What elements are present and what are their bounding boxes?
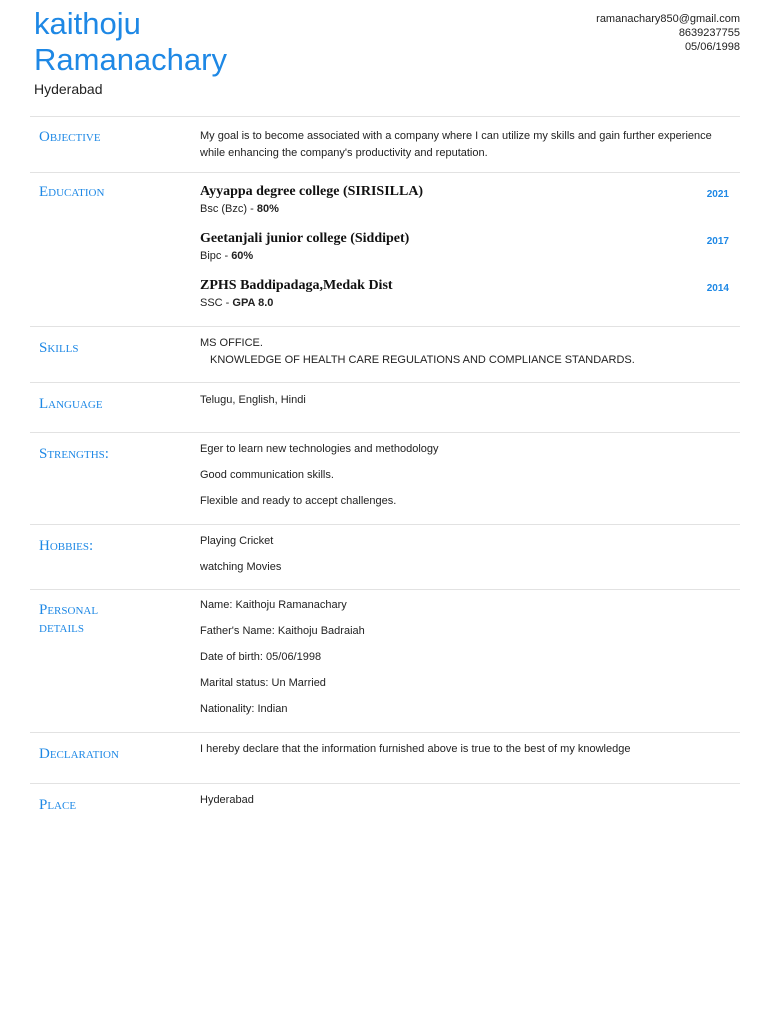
degree-score: 60% <box>231 250 254 262</box>
education-year: 2017 <box>706 236 729 247</box>
education-school: Geetanjali junior college (Siddipet) <box>200 231 410 246</box>
education-year: 2021 <box>706 189 729 200</box>
personal-detail-item: Nationality: Indian <box>200 703 288 715</box>
personal-detail-item: Date of birth: 05/06/1998 <box>200 651 322 663</box>
contact-block <box>596 12 740 54</box>
objective-text <box>200 128 740 172</box>
hobby-item: watching Movies <box>200 561 282 573</box>
section-objective <box>30 117 740 173</box>
objective-line: My goal is to become associated with a company where I can utilize my skills and gain further experience <box>200 130 712 142</box>
section-label-skills: Skills <box>39 340 79 356</box>
section-personal-details <box>30 590 740 733</box>
strength-item: Flexible and ready to accept challenges. <box>200 495 397 507</box>
degree-name: Bipc - <box>200 250 232 262</box>
section-declaration <box>30 733 740 784</box>
strength-item: Good communication skills. <box>200 469 334 481</box>
education-degree <box>200 295 740 312</box>
degree-score: GPA 8.0 <box>232 297 274 309</box>
language-text: Telugu, English, Hindi <box>200 394 306 406</box>
candidate-last-name: Ramanachary <box>34 42 227 77</box>
education-item <box>200 183 740 218</box>
degree-score: 80% <box>256 203 279 215</box>
skills-list <box>200 335 740 382</box>
education-list <box>200 183 740 326</box>
contact-dob: 05/06/1998 <box>684 41 740 53</box>
personal-detail-item: Father's Name: Kaithoju Badraiah <box>200 625 365 637</box>
strengths-list <box>200 441 740 524</box>
resume-header <box>34 6 740 97</box>
candidate-first-name: kaithoju <box>34 6 141 41</box>
contact-email[interactable]: ramanachary850@gmail.com <box>596 13 740 25</box>
section-place <box>30 784 740 834</box>
section-label-strengths: Strengths: <box>39 446 109 462</box>
personal-details-list <box>200 597 740 732</box>
strength-item: Eger to learn new technologies and methodology <box>200 443 439 455</box>
personal-detail-item: Name: Kaithoju Ramanachary <box>200 599 347 611</box>
degree-name: Bsc (Bzc) - <box>200 203 257 215</box>
section-strengths <box>30 433 740 525</box>
section-label-language: Language <box>39 396 103 412</box>
contact-phone: 8639237755 <box>678 27 740 39</box>
section-hobbies <box>30 525 740 590</box>
section-label-objective: Objective <box>39 129 101 145</box>
degree-name: SSC - <box>200 297 233 309</box>
education-school: ZPHS Baddipadaga,Medak Dist <box>200 278 393 293</box>
education-year: 2014 <box>706 283 729 294</box>
objective-line: while enhancing the company's productivity and reputation. <box>200 147 488 159</box>
section-education <box>30 173 740 327</box>
personal-label-line: Personal <box>39 602 99 618</box>
hobbies-list <box>200 533 740 589</box>
section-label-education: Education <box>39 184 105 200</box>
education-item <box>200 277 740 312</box>
section-label-hobbies: Hobbies: <box>39 538 94 554</box>
section-skills <box>30 327 740 383</box>
resume-sections <box>30 116 740 834</box>
skill-item: KNOWLEDGE OF HEALTH CARE REGULATIONS AND COMPLIANCE STANDARDS. <box>210 354 635 366</box>
education-school: Ayyappa degree college (SIRISILLA) <box>200 184 424 199</box>
place-text: Hyderabad <box>200 794 254 806</box>
section-label-place: Place <box>39 797 77 813</box>
section-language <box>30 383 740 433</box>
section-label-declaration: Declaration <box>39 746 119 762</box>
declaration-text: I hereby declare that the information furnished above is true to the best of my knowledge <box>200 743 631 755</box>
skill-item: MS OFFICE. <box>200 337 263 349</box>
section-label-personal <box>30 597 200 732</box>
hobby-item: Playing Cricket <box>200 535 274 547</box>
education-degree <box>200 201 740 218</box>
personal-detail-item: Marital status: Un Married <box>200 677 326 689</box>
candidate-city: Hyderabad <box>34 81 103 97</box>
education-item <box>200 230 740 265</box>
personal-label-line: details <box>39 620 84 636</box>
education-degree <box>200 248 740 265</box>
